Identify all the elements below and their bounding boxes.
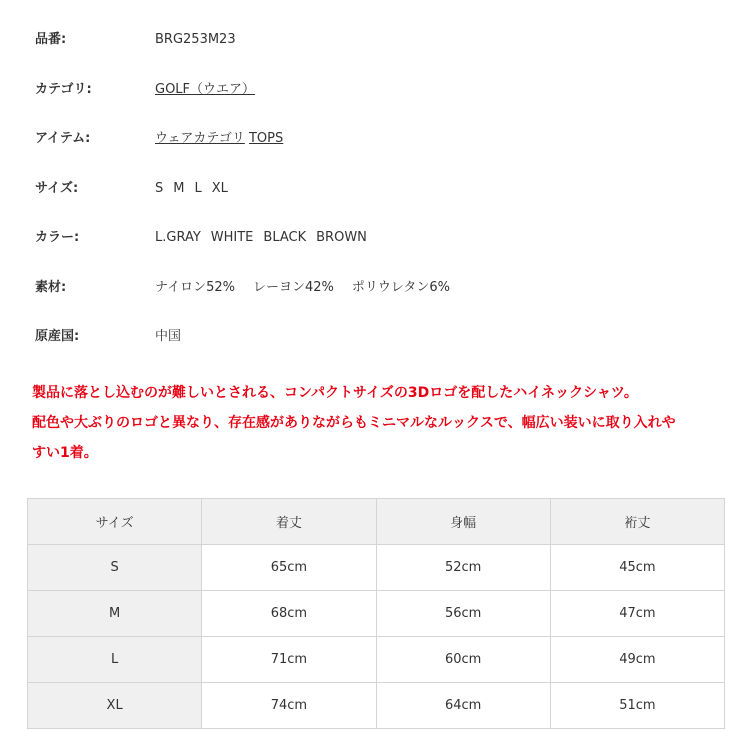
width-cell: 60cm	[376, 637, 550, 683]
spec-row-size	[35, 174, 725, 224]
description-line: 配色や大ぶりのロゴと異なり、存在感がありながらもミニマルなルックスで、幅広い装いに取り入れや	[32, 415, 676, 431]
spec-row-material	[35, 273, 725, 323]
description-line: 製品に落とし込むのが難しいとされる、コンパクトサイズの3Dロゴを配したハイネックシャツ。	[32, 385, 638, 401]
size-option: S	[155, 180, 164, 196]
header-length: 着丈	[202, 499, 376, 545]
product-spec-list	[35, 25, 725, 372]
product-code-label: 品番:	[35, 32, 67, 47]
header-sleeve: 裄丈	[550, 499, 724, 545]
header-size: サイズ	[28, 499, 202, 545]
length-cell: 74cm	[202, 683, 376, 729]
origin-label: 原産国:	[35, 329, 80, 344]
spec-row-item	[35, 124, 725, 174]
color-option: WHITE	[210, 230, 254, 245]
size-cell: M	[28, 591, 202, 637]
spec-row-origin	[35, 322, 725, 372]
material-item: ポリウレタン6%	[351, 279, 451, 295]
sleeve-cell: 47cm	[550, 591, 724, 637]
length-cell: 68cm	[202, 591, 376, 637]
size-values	[155, 174, 238, 204]
origin-value: 中国	[155, 329, 182, 344]
color-option: BLACK	[263, 230, 307, 245]
size-option: L	[194, 180, 202, 196]
product-code-value: BRG253M23	[155, 32, 236, 47]
length-cell: 65cm	[202, 545, 376, 591]
material-label: 素材:	[35, 279, 67, 295]
category-value-wrap	[155, 75, 255, 105]
tops-link[interactable]: TOPS	[248, 131, 284, 146]
item-label: アイテム:	[35, 131, 91, 146]
width-cell: 52cm	[376, 545, 550, 591]
description-line: すい1着。	[32, 445, 98, 461]
material-item: レーヨン42%	[253, 279, 334, 295]
color-option: L.GRAY	[155, 230, 201, 245]
color-values	[155, 223, 377, 253]
size-chart-table	[27, 498, 725, 729]
size-label: サイズ:	[35, 180, 79, 196]
size-cell: L	[28, 637, 202, 683]
spec-row-product-code	[35, 25, 725, 75]
sleeve-cell: 45cm	[550, 545, 724, 591]
width-cell: 56cm	[376, 591, 550, 637]
table-row	[28, 637, 725, 683]
category-link[interactable]: GOLF（ウエア）	[155, 81, 256, 97]
table-header-row	[28, 499, 725, 545]
category-label: カテゴリ:	[35, 81, 92, 97]
spec-row-color	[35, 223, 725, 273]
width-cell: 64cm	[376, 683, 550, 729]
table-row	[28, 591, 725, 637]
size-option: M	[173, 180, 185, 196]
wear-category-link[interactable]: ウェアカテゴリ	[155, 131, 245, 146]
size-cell: XL	[28, 683, 202, 729]
material-item: ナイロン52%	[155, 279, 235, 295]
color-option: BROWN	[316, 230, 367, 245]
table-row	[28, 683, 725, 729]
length-cell: 71cm	[202, 637, 376, 683]
item-value-wrap	[155, 124, 283, 154]
size-cell: S	[28, 545, 202, 591]
spec-row-category	[35, 75, 725, 125]
product-description	[32, 378, 732, 468]
sleeve-cell: 49cm	[550, 637, 724, 683]
color-label: カラー:	[35, 230, 80, 245]
material-values	[155, 273, 460, 303]
table-row	[28, 545, 725, 591]
sleeve-cell: 51cm	[550, 683, 724, 729]
size-option: XL	[211, 180, 228, 196]
header-width: 身幅	[376, 499, 550, 545]
